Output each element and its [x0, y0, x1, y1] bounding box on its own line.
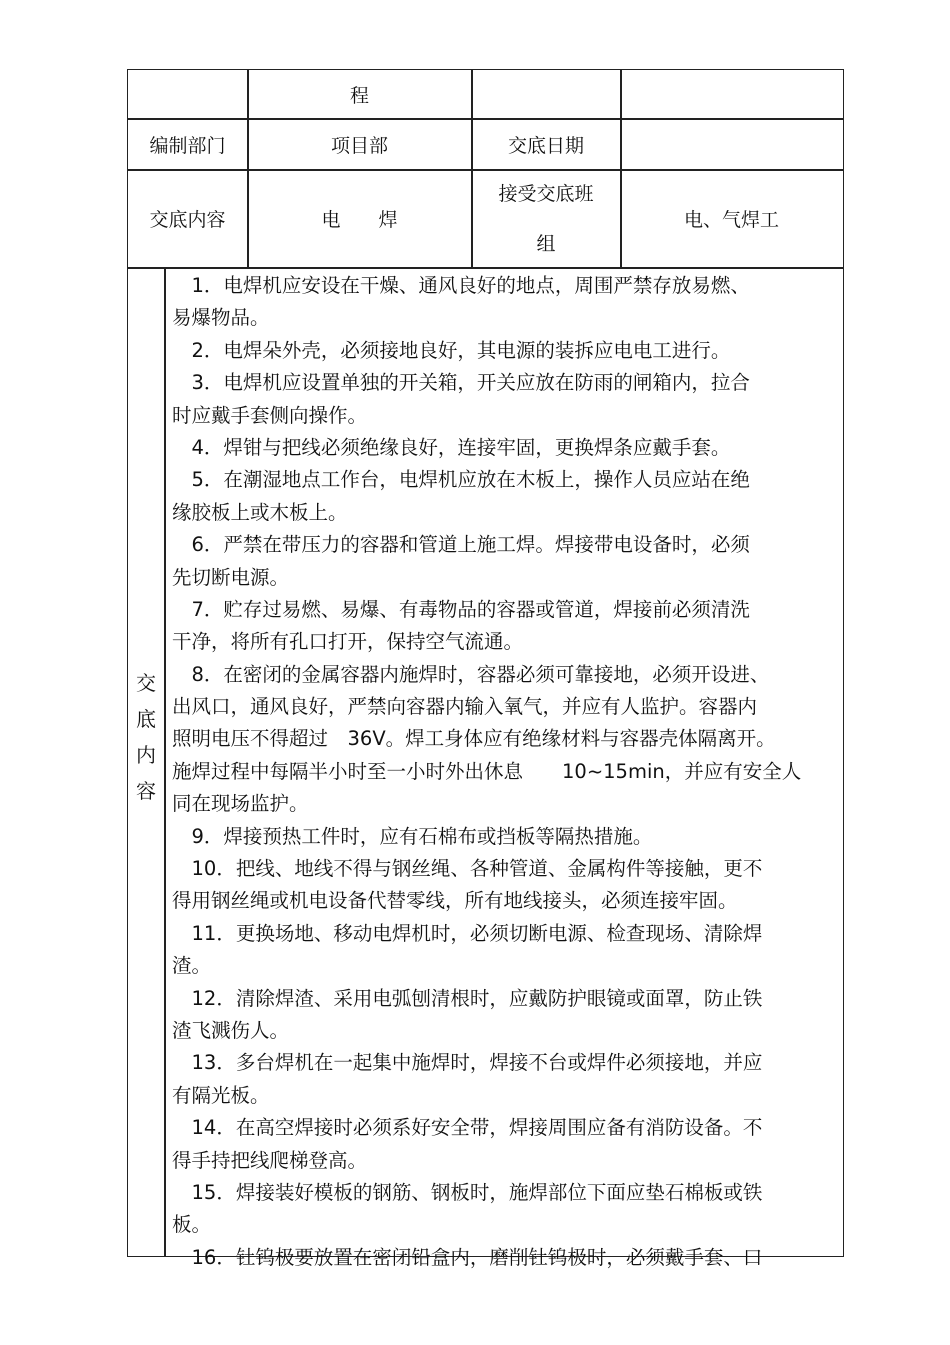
briefing-date-value [621, 119, 842, 169]
text-line: 5．在潮湿地点工作台，电焊机应放在木板上，操作人员应站在绝 [172, 468, 750, 492]
row-divider [127, 267, 844, 269]
text-line: 渣飞溅伤人。 [172, 1018, 290, 1042]
text-line: 有隔光板。 [172, 1083, 270, 1107]
text-line: 10．把线、地线不得与钢丝绳、各种管道、金属构件等接触，更不 [172, 857, 763, 881]
text-line: 4．焊钳与把线必须绝缘良好，连接牢固，更换焊条应戴手套。 [172, 435, 731, 459]
header-row-1-col-3 [472, 70, 620, 118]
text-line: 干净，将所有孔口打开，保持空气流通。 [172, 630, 524, 654]
text-line: 同在现场监护。 [172, 792, 309, 816]
prepared-dept-value: 项目部 [330, 134, 388, 157]
briefing-content-label: 交底内容 [149, 209, 226, 231]
text-line: 8．在密闭的金属容器内施焊时，容器必须可靠接地，必须开设进、 [172, 662, 770, 686]
text-line: 得手持把线爬梯登高。 [172, 1148, 368, 1172]
text-line: 板。 [172, 1213, 212, 1237]
text-line: 1．电焊机应安设在干燥、通风良好的地点，周围严禁存放易燃、 [172, 274, 750, 297]
text-line: 时应戴手套侧向操作。 [172, 403, 368, 427]
text-line: 得用钢丝绳或机电设备代替零线，所有地线接头，必须连接牢固。 [172, 889, 738, 913]
text-line: 出风口，通风良好，严禁向容器内输入氧气，并应有人监护。容器内 [172, 695, 758, 719]
side-char: 容 [136, 779, 156, 803]
text-line: 6．严禁在带压力的容器和管道上施工焊。焊接带电设备时，必须 [172, 533, 750, 557]
text-line: 12．清除焊渣、采用电弧刨清根时，应戴防护眼镜或面罩，防止铁 [172, 986, 763, 1010]
header-row-1-col-2: 程 [349, 84, 369, 107]
text-line: 13．多台焊机在一起集中施焊时，焊接不台或焊件必须接地，并应 [172, 1051, 763, 1075]
text-line: 先切断电源。 [172, 565, 290, 589]
header-row-1-col-4 [621, 70, 842, 118]
text-line: 2．电焊朵外壳，必须接地良好，其电源的装拆应电电工进行。 [172, 338, 731, 362]
text-line: 缘胶板上或木板上。 [172, 500, 348, 524]
text-line: 渣。 [172, 954, 212, 978]
text-line: 15．焊接装好模板的钢筋、钢板时，施焊部位下面应垫石棉板或铁 [172, 1180, 763, 1204]
text-line: 14．在高空焊接时必须系好安全带，焊接周围应备有消防设备。不 [172, 1116, 763, 1140]
text-line: 照明电压不得超过 36V。焊工身体应有绝缘材料与容器壳体隔离开。 [172, 727, 776, 751]
column-divider [164, 267, 166, 1256]
text-line: 易爆物品。 [172, 306, 270, 330]
side-char: 交 [136, 671, 156, 695]
receiving-team-label [472, 170, 620, 267]
text-line: 9．焊接预热工件时，应有石棉布或挡板等隔热措施。 [172, 824, 653, 848]
receiving-team-value: 电、气焊工 [683, 209, 779, 231]
receiving-team-label-line-1: 接受交底班 [498, 182, 594, 205]
text-line: 施焊过程中每隔半小时至一小时外出休息 10~15min，并应有安全人 [172, 759, 802, 783]
prepared-dept-label: 编制部门 [149, 134, 226, 157]
briefing-text-block [172, 270, 832, 1274]
side-char: 内 [136, 743, 156, 767]
side-char: 底 [136, 707, 156, 731]
text-line: 3．电焊机应设置单独的开关箱，开关应放在防雨的闸箱内，拉合 [172, 371, 750, 395]
text-line: 11．更换场地、移动电焊机时，必须切断电源、检查现场、清除焊 [172, 921, 763, 945]
text-line: 7．贮存过易燃、易爆、有毒物品的容器或管道，焊接前必须清洗 [172, 597, 750, 621]
text-line: 16．钍钨极要放置在密闭铅盒内，磨削钍钨极时，必须戴手套、口 [172, 1245, 763, 1269]
briefing-date-label: 交底日期 [507, 134, 584, 157]
section-side-label [128, 665, 164, 809]
receiving-team-label-line-2: 组 [536, 232, 556, 255]
briefing-content-value: 电 焊 [321, 209, 398, 231]
